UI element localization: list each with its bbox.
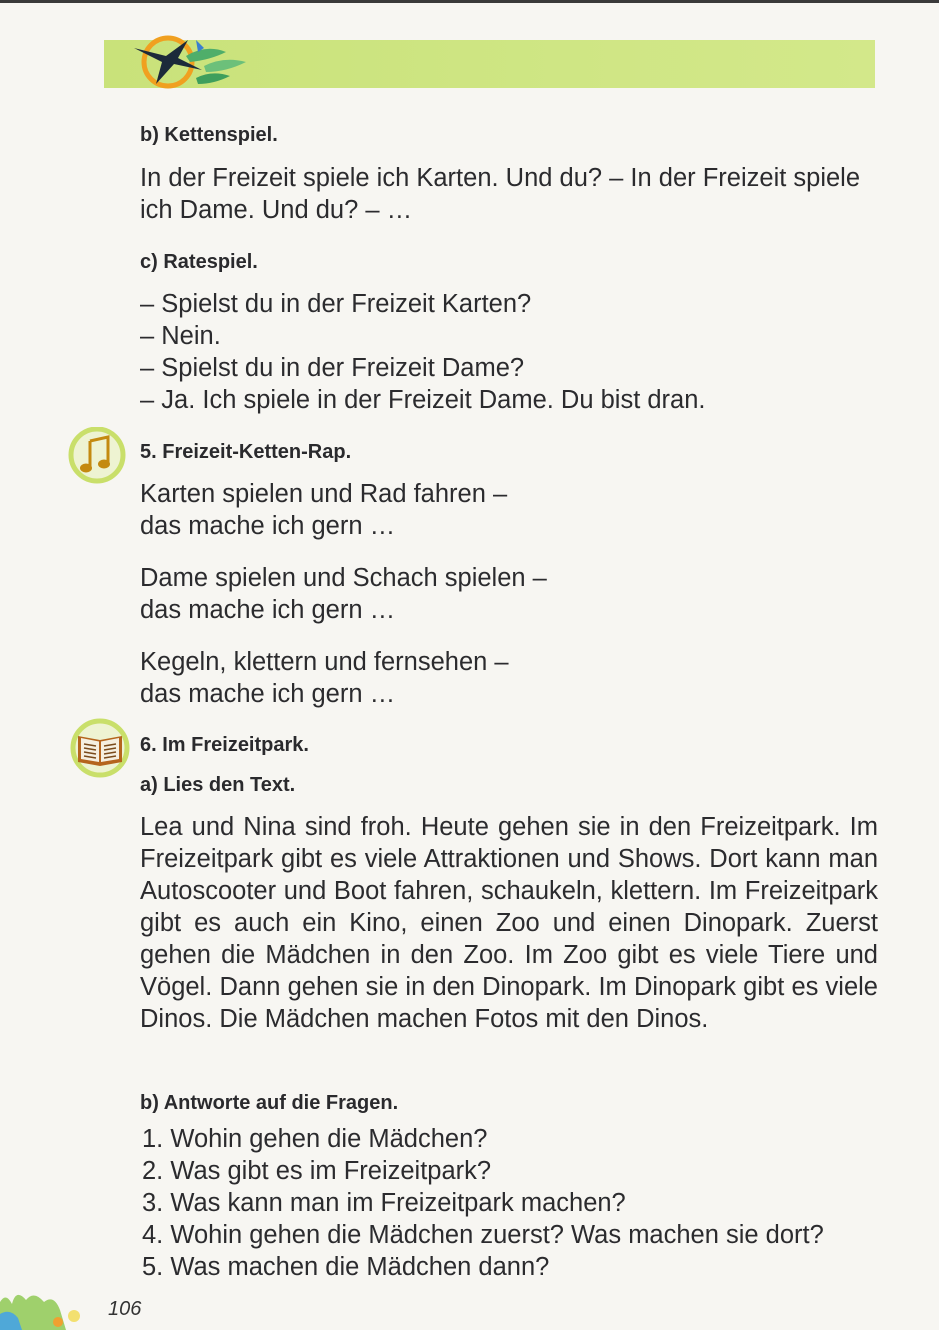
question-item: 1. Wohin gehen die Mädchen? — [142, 1125, 488, 1153]
dialogue-line: – Spielst du in der Freizeit Karten? — [140, 290, 532, 318]
rap-stanza — [140, 646, 878, 710]
rap-line: Dame spielen und Schach spielen – — [140, 564, 547, 592]
questions-list — [142, 1123, 880, 1283]
exercise-5-heading: 5. Freizeit-Ketten-Rap. — [140, 441, 352, 463]
section-c-heading: c) Ratespiel. — [140, 251, 258, 273]
rap-line: Karten spielen und Rad fahren – — [140, 480, 508, 508]
section-b-text: In der Freizeit spiele ich Karten. Und du? – In der Freizeit spiele ich Dame. Und du? – … — [140, 164, 861, 224]
page-top-rule — [0, 0, 939, 3]
section-c-dialogue — [140, 288, 878, 416]
rap-line: das mache ich gern … — [140, 680, 396, 708]
dialogue-line: – Ja. Ich spiele in der Freizeit Dame. Du bist dran. — [140, 386, 706, 414]
question-item: 3. Was kann man im Freizeitpark machen? — [142, 1189, 626, 1217]
rap-line: das mache ich gern … — [140, 512, 396, 540]
corner-decoration-icon — [0, 1282, 100, 1330]
rap-stanza — [140, 478, 878, 542]
question-item: 5. Was machen die Mädchen dann? — [142, 1253, 550, 1281]
exercise-6b-heading: b) Antworte auf die Fragen. — [140, 1092, 399, 1114]
exercise-6a-heading: a) Lies den Text. — [140, 774, 296, 796]
rap-stanza — [140, 562, 878, 626]
reading-text: Lea und Nina sind froh. Heute gehen sie in den Freizeitpark. Im Freizeitpark gibt es viele Attraktionen und Shows. Dort kann man Autoscooter und Boot fahren, schaukeln, klettern. Im Freizeitpark gibt es auch ein Kino, einen Zoo und einen Dinopark. Zuerst gehen die Mädchen in den Zoo. Im Zoo gibt es viele Tiere und Vögel. Dann gehen sie in den Dinopark. Im Dinopark gibt es viele Dinos. Die Mädchen machen Fotos mit den Dinos. — [140, 813, 878, 1033]
rap-line: das mache ich gern … — [140, 596, 396, 624]
section-b-heading: b) Kettenspiel. — [140, 124, 278, 146]
exercise-6-heading: 6. Im Freizeitpark. — [140, 734, 309, 756]
music-note-icon — [68, 427, 130, 485]
rap-line: Kegeln, klettern und fernsehen – — [140, 648, 509, 676]
question-item: 2. Was gibt es im Freizeitpark? — [142, 1157, 492, 1185]
swallow-logo-icon — [126, 26, 266, 98]
dialogue-line: – Nein. — [140, 322, 221, 350]
question-item: 4. Wohin gehen die Mädchen zuerst? Was machen sie dort? — [142, 1221, 824, 1249]
page-number: 106 — [108, 1298, 142, 1320]
open-book-icon — [70, 718, 132, 778]
dialogue-line: – Spielst du in der Freizeit Dame? — [140, 354, 525, 382]
